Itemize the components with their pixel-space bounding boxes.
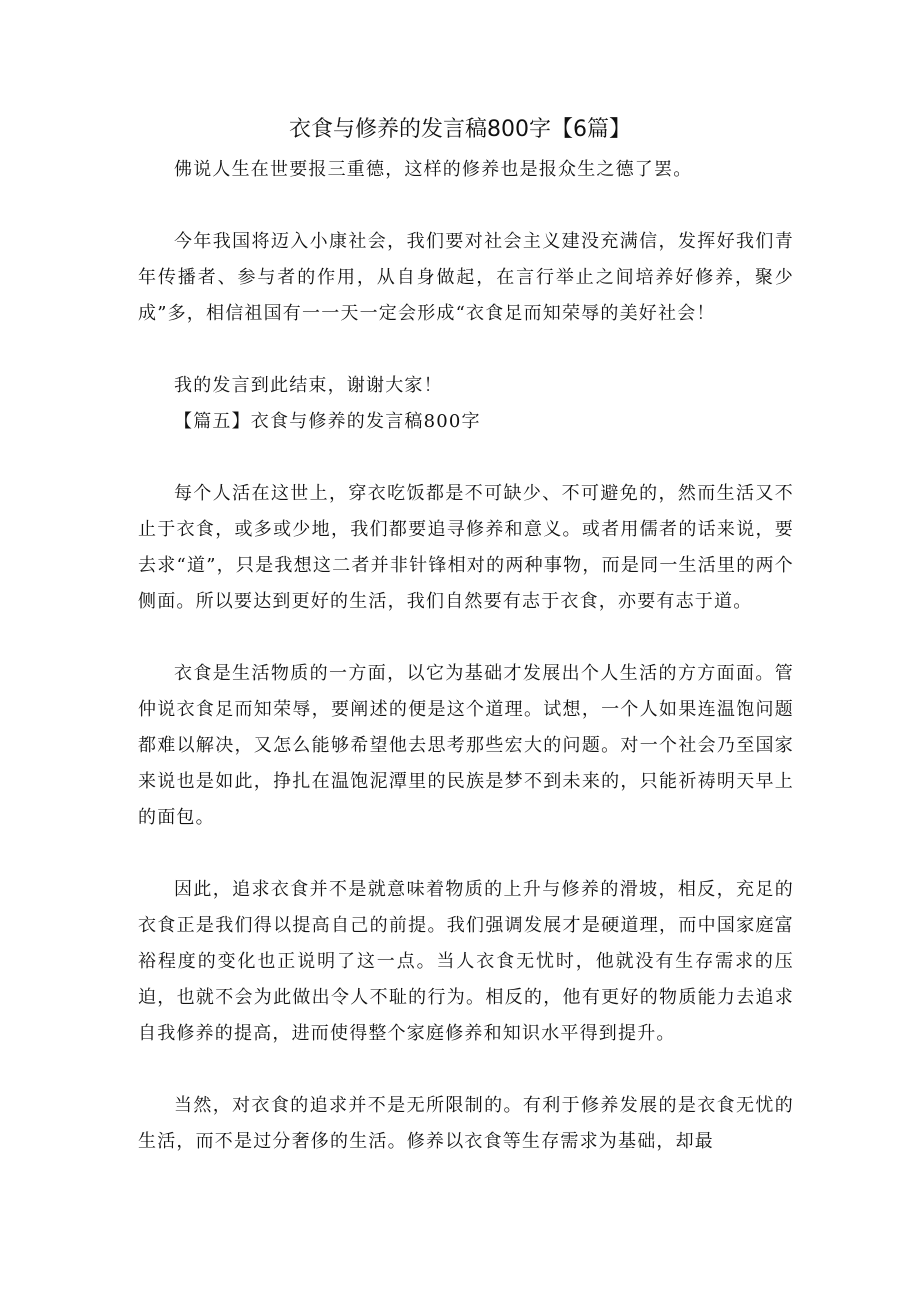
paragraph-closing: 我的发言到此结束，谢谢大家！ bbox=[174, 375, 443, 396]
section-heading: 【篇五】衣食与修养的发言稿800字 bbox=[174, 411, 481, 432]
document-body bbox=[138, 152, 794, 1160]
paragraph-material-basis: 衣食是生活物质的一方面，以它为基础才发展出个人生活的方方面面。管仲说衣食足而知荣辱，要阐述的便是这个道理。试想，一个人如果连温饱问题都难以解决，又怎么能够希望他去思考那些宏大的问题。对一个社会乃至国家来说也是如此，挣扎在温饱泥潭里的民族是梦不到未来的，只能祈祷明天早上的面包。 bbox=[138, 663, 794, 828]
document-title: 衣食与修养的发言稿800字【6篇】 bbox=[289, 117, 631, 142]
paragraph-pursuit: 因此，追求衣食并不是就意味着物质的上升与修养的滑坡，相反，充足的衣食正是我们得以提高自己的前提。我们强调发展才是硬道理，而中国家庭富裕程度的变化也正说明了这一点。当人衣食无忧时，他就没有生存需求的压迫，也就不会为此做出令人不耻的行为。相反的，他有更好的物质能力去追求自我修养的提高，进而使得整个家庭修养和知识水平得到提升。 bbox=[138, 879, 794, 1044]
paragraph-intro: 佛说人生在世要报三重德，这样的修养也是报众生之德了罢。 bbox=[174, 159, 693, 180]
paragraph-society: 今年我国将迈入小康社会，我们要对社会主义建没充满信，发挥好我们青年传播者、参与者的作用，从自身做起，在言行举止之间培养好修养，聚少成”多，相信祖国有一一天一定会形成“衣食足而知荣辱的美好社会！ bbox=[138, 231, 794, 324]
paragraph-clothing-food: 每个人活在这世上，穿衣吃饭都是不可缺少、不可避免的，然而生活又不止于衣食，或多或少地，我们都要追寻修养和意义。或者用儒者的话来说，要去求“道”，只是我想这二者并非针锋相对的两种事物，而是同一生活里的两个侧面。所以要达到更好的生活，我们自然要有志于衣食，亦要有志于道。 bbox=[138, 483, 794, 612]
paragraph-limits: 当然，对衣食的追求并不是无所限制的。有利于修养发展的是衣食无忧的生活，而不是过分奢侈的生活。修养以衣食等生存需求为基础，却最 bbox=[138, 1095, 794, 1152]
